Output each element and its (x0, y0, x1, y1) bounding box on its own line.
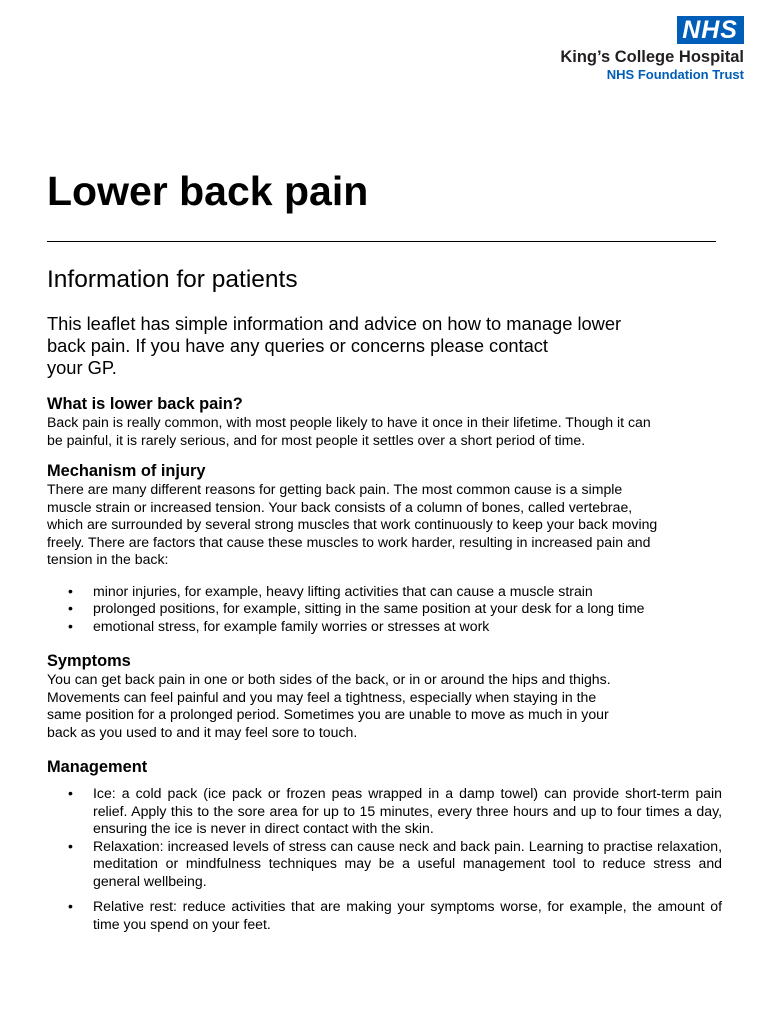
text-line: which are surrounded by several strong muscles that work continuously to keep your back moving (47, 516, 658, 532)
list-item: • minor injuries, for example, heavy lifting activities that can cause a muscle strain (47, 583, 722, 601)
text-line: tension in the back: (47, 551, 169, 567)
intro-line: your GP. (47, 357, 117, 378)
list-item: • prolonged positions, for example, sitting in the same position at your desk for a long time (47, 600, 722, 618)
text-line: Movements can feel painful and you may feel a tightness, especially when staying in the (47, 688, 597, 705)
page-title: Lower back pain (47, 168, 369, 214)
section-paragraph (47, 414, 722, 449)
text-line: be painful, it is rarely serious, and for most people it settles over a short period of time. (47, 431, 586, 448)
section-heading: Symptoms (47, 652, 131, 670)
page-subtitle: Information for patients (47, 266, 298, 293)
intro-line: back pain. If you have any queries or concerns please contact (47, 335, 549, 356)
hospital-name: King’s College Hospital (560, 48, 744, 66)
section-mechanism (47, 461, 722, 635)
section-management (47, 757, 722, 933)
text-line: freely. There are factors that cause these muscles to work harder, resulting in increased pain and (47, 533, 651, 550)
nhs-trust-logo (560, 16, 744, 82)
section-heading: Management (47, 758, 148, 776)
list-item: • Relaxation: increased levels of stress can cause neck and back pain. Learning to practise relaxation, meditation or mindfulness techniques may be a useful management tool to reduce stress and general wellbeing. (47, 838, 722, 891)
trust-name: NHS Foundation Trust (606, 67, 744, 82)
section-paragraph (47, 481, 722, 569)
list-item: • Ice: a cold pack (ice pack or frozen peas wrapped in a damp towel) can provide short-term pain relief. Apply this to the sore area for up to 15 minutes, every three hours and up to four times a day, ensuring the ice is never in direct contact with the skin. (47, 785, 722, 838)
text-line: You can get back pain in one or both sides of the back, or in or around the hips and thighs. (47, 671, 611, 687)
section-heading: What is lower back pain? (47, 395, 243, 413)
text-line: There are many different reasons for getting back pain. The most common cause is a simple (47, 481, 623, 497)
bullet-list (47, 583, 722, 636)
section-what-is (47, 394, 722, 449)
text-line: back as you used to and it may feel sore to touch. (47, 723, 358, 740)
leaflet-body (47, 394, 722, 933)
text-line: Back pain is really common, with most people likely to have it once in their lifetime. Though it can (47, 414, 651, 430)
list-item: • Relative rest: reduce activities that are making your symptoms worse, for example, the amount of time you spend on your feet. (47, 898, 722, 933)
intro-line: This leaflet has simple information and advice on how to manage lower (47, 313, 622, 334)
title-divider (47, 241, 716, 242)
section-symptoms (47, 651, 722, 741)
section-paragraph (47, 671, 722, 741)
text-line: same position for a prolonged period. Sometimes you are unable to move as much in your (47, 706, 609, 722)
nhs-logo-mark: NHS (677, 16, 744, 44)
section-heading: Mechanism of injury (47, 462, 206, 480)
text-line: muscle strain or increased tension. Your back consists of a column of bones, called vertebrae, (47, 498, 633, 515)
bullet-list (47, 785, 722, 933)
intro-paragraph (47, 313, 727, 379)
list-item: • emotional stress, for example family worries or stresses at work (47, 618, 722, 636)
